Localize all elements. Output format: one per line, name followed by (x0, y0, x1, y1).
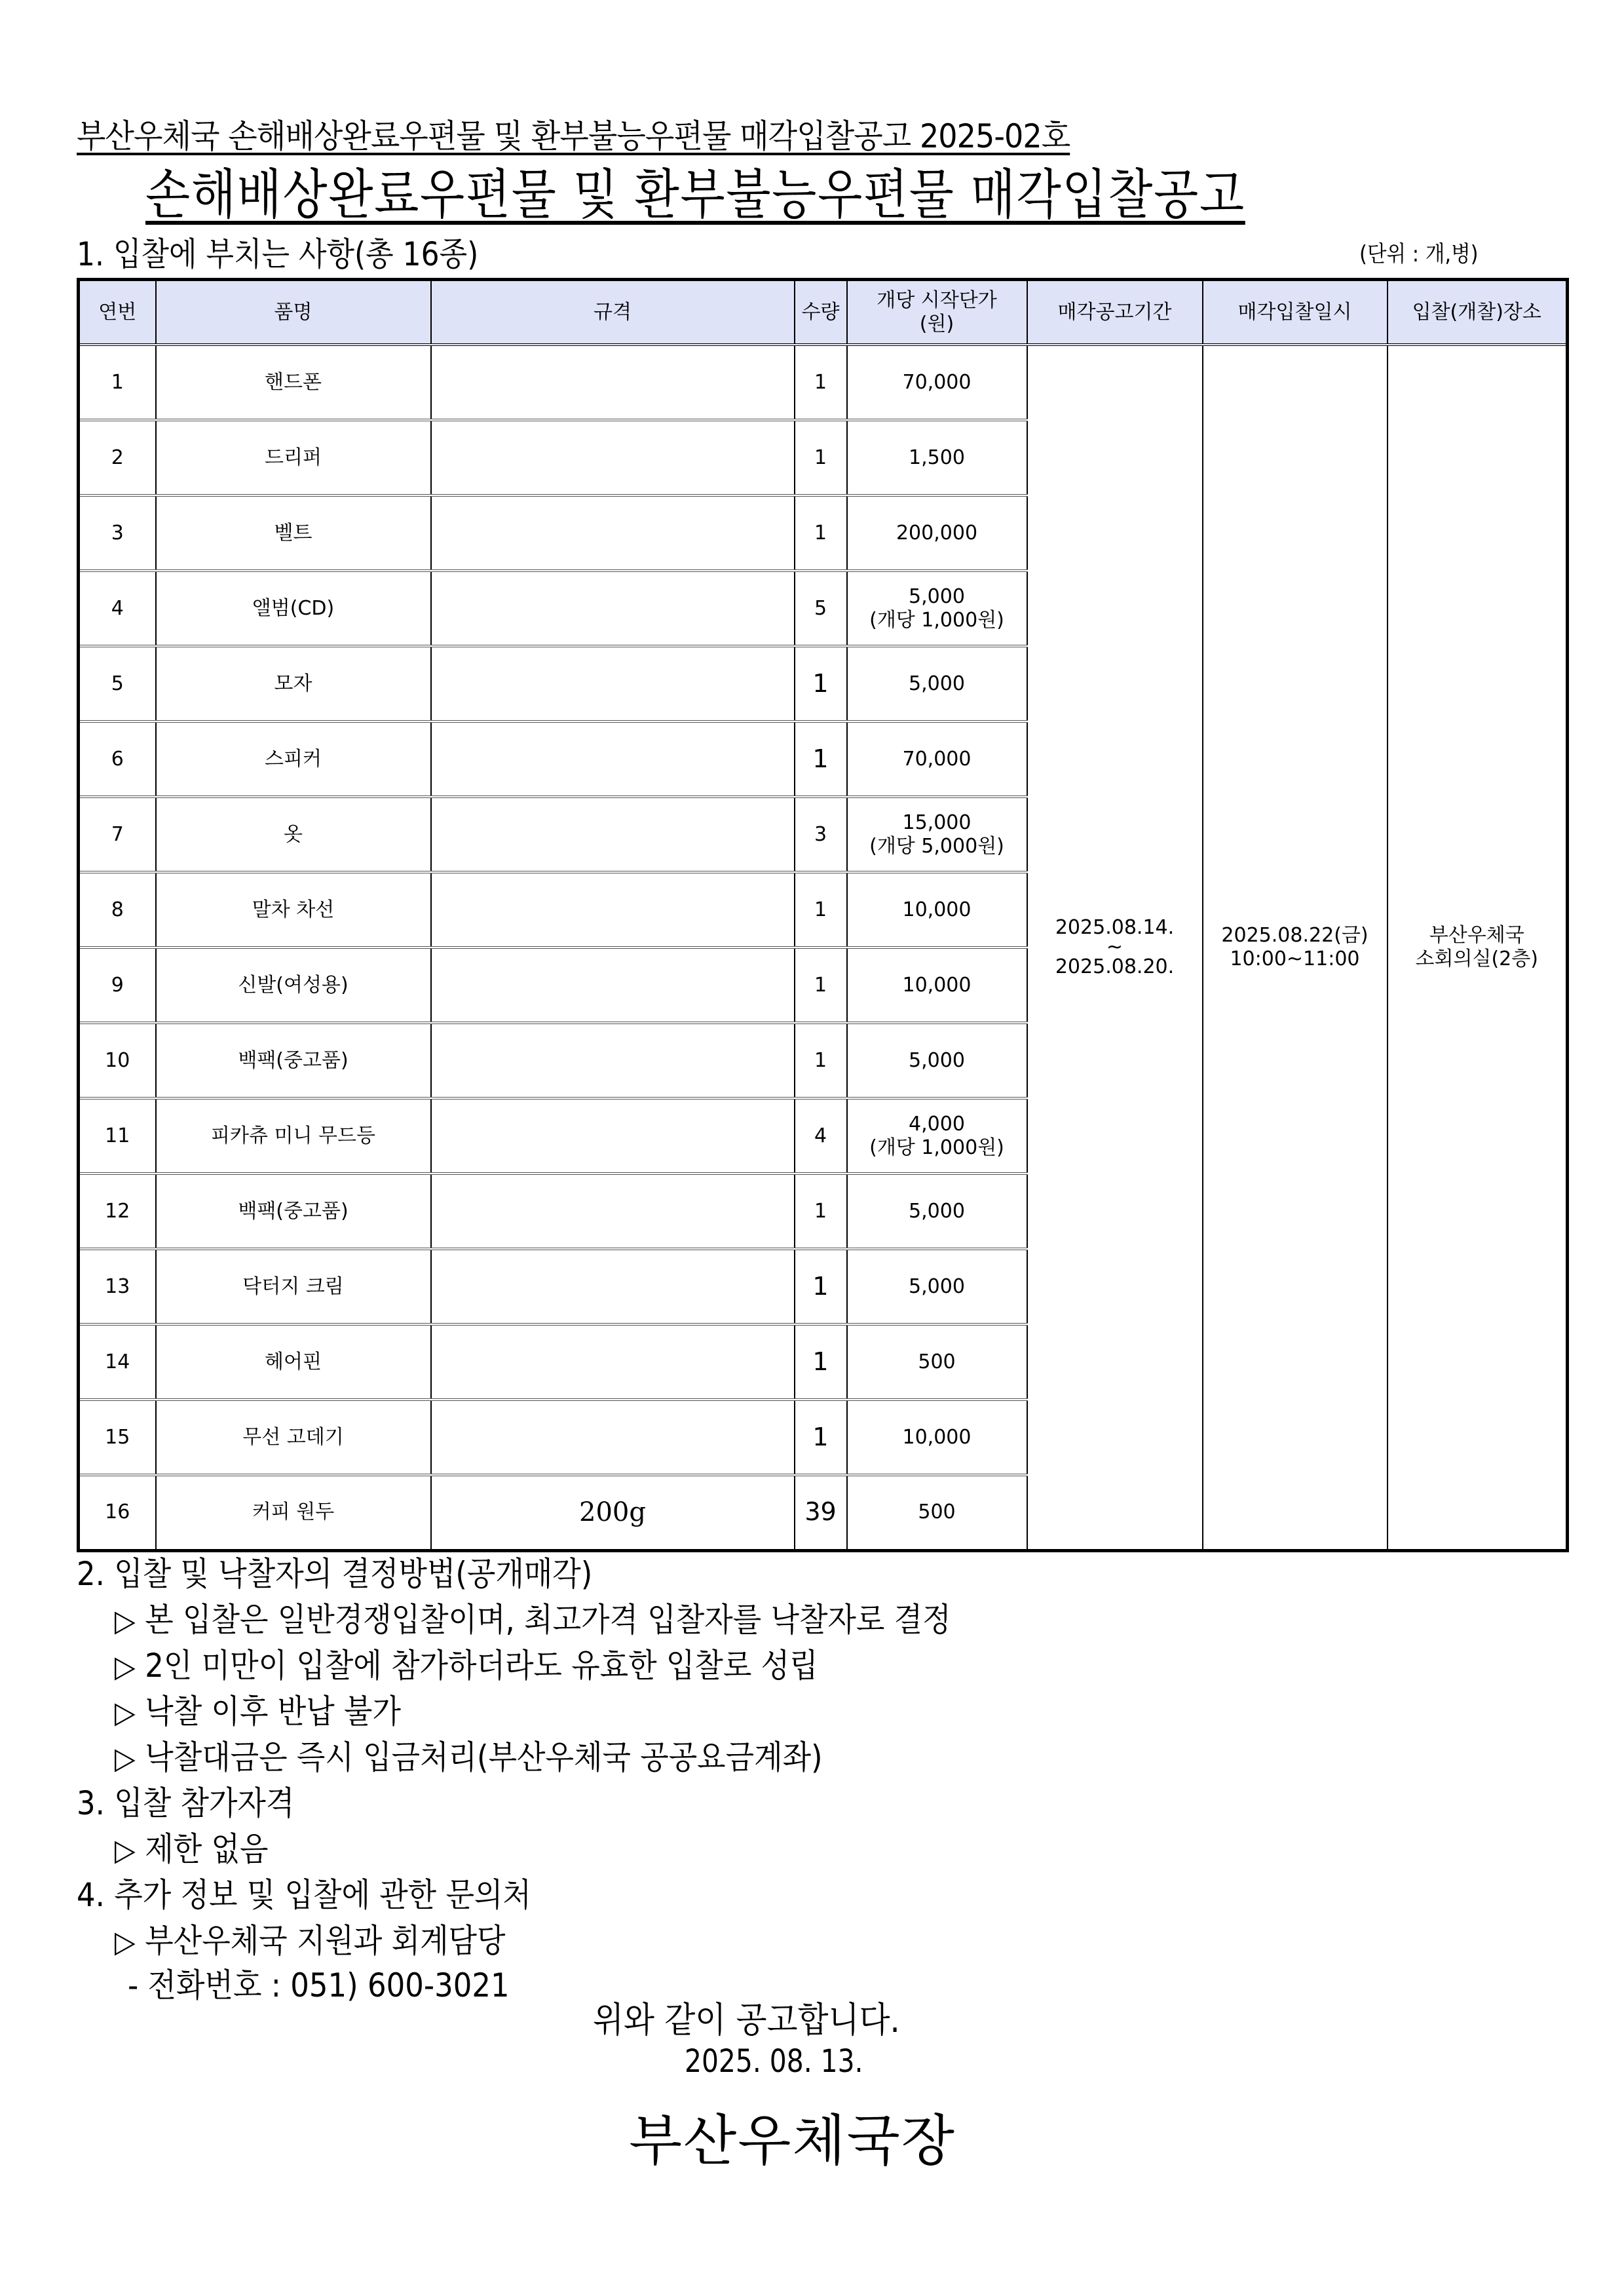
section-2-item (115, 1594, 951, 1641)
price-value: 15,000 (902, 811, 972, 834)
cell-no: 12 (79, 1174, 156, 1249)
price-value: 500 (918, 1350, 956, 1373)
cell-qty: 1 (795, 1324, 847, 1400)
cell-item: 드리퍼 (156, 420, 431, 495)
price-value: 4,000 (909, 1112, 965, 1136)
header-price-line2: (원) (919, 312, 954, 335)
cell-qty: 39 (795, 1475, 847, 1550)
cell-item: 벨트 (156, 495, 431, 571)
cell-no: 2 (79, 420, 156, 495)
cell-qty: 1 (795, 345, 847, 420)
cell-item: 커피 원두 (156, 1475, 431, 1550)
price-value: 200,000 (896, 521, 978, 545)
cell-item: 백팩(중고품) (156, 1174, 431, 1249)
cell-price (847, 1098, 1027, 1174)
cell-price (847, 1324, 1027, 1400)
cell-price (847, 797, 1027, 872)
triangle-bullet-icon: ▷ (115, 1832, 136, 1867)
price-value: 5,000 (909, 584, 965, 608)
cell-qty: 1 (795, 1249, 847, 1324)
cell-spec (431, 1400, 795, 1475)
cell-item: 피카츄 미니 무드등 (156, 1098, 431, 1174)
page-title: 손해배상완료우편물 및 환부불능우편물 매각입찰공고 (145, 164, 1245, 226)
cell-price (847, 947, 1027, 1023)
cell-price (847, 420, 1027, 495)
header-no: 연번 (79, 280, 156, 345)
cell-qty: 1 (795, 1174, 847, 1249)
cell-price (847, 345, 1027, 420)
section-3-heading: 3. 입찰 참가자격 (77, 1784, 295, 1822)
price-note: (개당 5,000원) (869, 834, 1004, 858)
unit-note: (단위 : 개,병) (1359, 241, 1479, 267)
place-line2: 소회의실(2층) (1415, 947, 1538, 970)
section-1-heading: 1. 입찰에 부치는 사항(총 16종) (77, 235, 479, 273)
section-2-item (115, 1639, 818, 1687)
document-number-line: 부산우체국 손해배상완료우편물 및 환부불능우편물 매각입찰공고 2025-02호 (77, 117, 1070, 155)
period-start: 2025.08.14. (1055, 915, 1175, 939)
cell-qty: 1 (795, 872, 847, 947)
section-4-item (115, 1915, 506, 1962)
cell-spec (431, 571, 795, 646)
signatory: 부산우체국장 (629, 2109, 956, 2173)
header-bid-datetime: 매각입찰일시 (1203, 280, 1388, 345)
cell-item: 닥터지 크림 (156, 1249, 431, 1324)
price-value: 10,000 (902, 1425, 972, 1449)
cell-spec (431, 1174, 795, 1249)
table-row (79, 345, 1568, 420)
cell-qty: 1 (795, 495, 847, 571)
price-value: 5,000 (909, 672, 965, 695)
cell-spec (431, 646, 795, 721)
price-value: 1,500 (909, 446, 965, 469)
cell-no: 4 (79, 571, 156, 646)
section-2-item (115, 1731, 823, 1778)
cell-item: 핸드폰 (156, 345, 431, 420)
header-price-line1: 개당 시작단가 (877, 288, 997, 312)
triangle-bullet-icon: ▷ (115, 1924, 136, 1959)
cell-item: 무선 고데기 (156, 1400, 431, 1475)
section-4-heading: 4. 추가 정보 및 입찰에 관한 문의처 (77, 1876, 531, 1914)
cell-price (847, 495, 1027, 571)
cell-price (847, 571, 1027, 646)
header-price (847, 280, 1027, 345)
triangle-bullet-icon: ▷ (115, 1694, 136, 1730)
cell-item: 백팩(중고품) (156, 1023, 431, 1098)
section-2-item-text: 낙찰대금은 즉시 입금처리(부산우체국 공공요금계좌) (145, 1738, 823, 1776)
cell-spec: 200g (431, 1475, 795, 1550)
cell-qty: 1 (795, 1023, 847, 1098)
cell-no: 14 (79, 1324, 156, 1400)
price-value: 10,000 (902, 898, 972, 921)
cell-no: 13 (79, 1249, 156, 1324)
period-end: 2025.08.20. (1055, 955, 1175, 978)
header-spec: 규격 (431, 280, 795, 345)
triangle-bullet-icon: ▷ (115, 1649, 136, 1684)
cell-spec (431, 420, 795, 495)
section-2-item-text: 낙찰 이후 반납 불가 (145, 1693, 401, 1731)
cell-no: 5 (79, 646, 156, 721)
cell-no: 10 (79, 1023, 156, 1098)
cell-qty: 3 (795, 797, 847, 872)
cell-spec (431, 1324, 795, 1400)
cell-item: 말차 차선 (156, 872, 431, 947)
triangle-bullet-icon: ▷ (115, 1603, 136, 1638)
cell-price (847, 1249, 1027, 1324)
cell-price (847, 1174, 1027, 1249)
section-3-item (115, 1823, 268, 1870)
cell-spec (431, 495, 795, 571)
price-value: 500 (918, 1501, 956, 1524)
cell-spec (431, 1023, 795, 1098)
cell-item: 옷 (156, 797, 431, 872)
section-2-item-text: 2인 미만이 입찰에 참가하더라도 유효한 입찰로 성립 (145, 1647, 818, 1685)
cell-qty: 1 (795, 646, 847, 721)
cell-no: 6 (79, 721, 156, 797)
bid-time: 10:00~11:00 (1230, 947, 1360, 970)
cell-price (847, 1475, 1027, 1550)
cell-bid-datetime (1203, 345, 1388, 1550)
price-note: (개당 1,000원) (869, 1136, 1004, 1159)
cell-price (847, 1023, 1027, 1098)
cell-item: 스피커 (156, 721, 431, 797)
price-value: 5,000 (909, 1274, 965, 1298)
cell-spec (431, 721, 795, 797)
section-3-item-text: 제한 없음 (145, 1830, 269, 1868)
place-line1: 부산우체국 (1429, 923, 1524, 947)
cell-item: 앨범(CD) (156, 571, 431, 646)
period-separator: ~ (1106, 935, 1124, 959)
header-place: 입찰(개찰)장소 (1388, 280, 1568, 345)
cell-bid-place (1388, 345, 1568, 1550)
cell-spec (431, 947, 795, 1023)
cell-item: 헤어핀 (156, 1324, 431, 1400)
cell-qty: 1 (795, 420, 847, 495)
cell-qty: 1 (795, 947, 847, 1023)
price-value: 70,000 (902, 370, 972, 394)
cell-qty: 4 (795, 1098, 847, 1174)
cell-no: 1 (79, 345, 156, 420)
section-2-heading: 2. 입찰 및 낙찰자의 결정방법(공개매각) (77, 1555, 593, 1593)
section-2-item (115, 1685, 401, 1732)
cell-price (847, 721, 1027, 797)
price-value: 5,000 (909, 1199, 965, 1223)
cell-sale-period (1027, 345, 1203, 1550)
cell-item: 모자 (156, 646, 431, 721)
cell-price (847, 646, 1027, 721)
closing-statement: 위와 같이 공고합니다. (593, 1999, 900, 2040)
cell-spec (431, 797, 795, 872)
cell-spec (431, 345, 795, 420)
auction-items-table (77, 278, 1569, 1552)
bid-date: 2025.08.22(금) (1221, 923, 1369, 947)
header-qty: 수량 (795, 280, 847, 345)
cell-price (847, 872, 1027, 947)
price-value: 70,000 (902, 747, 972, 771)
triangle-bullet-icon: ▷ (115, 1740, 136, 1776)
cell-qty: 5 (795, 571, 847, 646)
cell-no: 15 (79, 1400, 156, 1475)
contact-phone: - 전화번호 : 051) 600-3021 (128, 1966, 510, 2004)
cell-spec (431, 872, 795, 947)
cell-item: 신발(여성용) (156, 947, 431, 1023)
cell-qty: 1 (795, 1400, 847, 1475)
cell-spec (431, 1249, 795, 1324)
header-item: 품명 (156, 280, 431, 345)
cell-no: 8 (79, 872, 156, 947)
section-2-item-text: 본 입찰은 일반경쟁입찰이며, 최고가격 입찰자를 낙찰자로 결정 (145, 1601, 951, 1639)
cell-qty: 1 (795, 721, 847, 797)
cell-no: 3 (79, 495, 156, 571)
cell-no: 7 (79, 797, 156, 872)
header-period: 매각공고기간 (1027, 280, 1203, 345)
cell-no: 9 (79, 947, 156, 1023)
cell-no: 16 (79, 1475, 156, 1550)
section-4-item-text: 부산우체국 지원과 회계담당 (145, 1922, 506, 1960)
announcement-date: 2025. 08. 13. (685, 2043, 863, 2080)
cell-price (847, 1400, 1027, 1475)
price-value: 10,000 (902, 973, 972, 997)
cell-no: 11 (79, 1098, 156, 1174)
price-note: (개당 1,000원) (869, 608, 1004, 632)
table-header-row (79, 280, 1568, 345)
cell-spec (431, 1098, 795, 1174)
price-value: 5,000 (909, 1048, 965, 1072)
